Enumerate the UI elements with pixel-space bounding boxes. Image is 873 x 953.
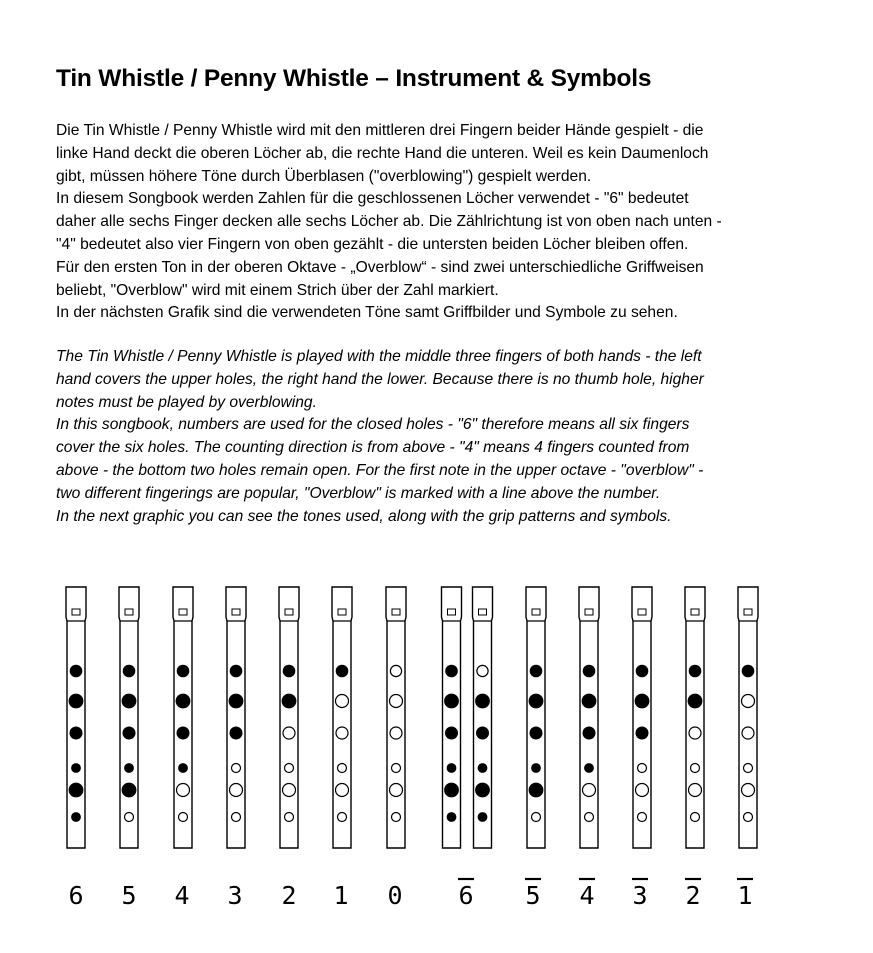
closed-hole	[475, 783, 490, 798]
whistle	[279, 587, 299, 848]
whistle-window	[691, 609, 699, 615]
english-description	[56, 346, 774, 528]
whistle-window	[532, 609, 540, 615]
text-line: In this songbook, numbers are used for the closed holes - "6" therefore means all six fingers	[56, 416, 690, 434]
text-line: The Tin Whistle / Penny Whistle is played with the middle three fingers of both hands - the left	[56, 348, 702, 365]
open-hole	[125, 813, 134, 822]
whistle-body	[685, 587, 705, 848]
whistle	[685, 587, 705, 848]
closed-hole	[475, 694, 490, 709]
open-hole	[392, 813, 401, 822]
whistle-body	[66, 587, 86, 848]
closed-hole	[282, 694, 297, 709]
open-hole	[230, 784, 243, 797]
closed-hole	[177, 665, 190, 678]
open-hole	[583, 784, 596, 797]
closed-hole	[444, 694, 459, 709]
closed-hole	[689, 665, 702, 678]
whistle	[526, 587, 546, 848]
open-hole	[638, 764, 647, 773]
open-hole	[390, 695, 403, 708]
whistle-body	[173, 587, 193, 848]
open-hole	[636, 784, 649, 797]
closed-hole	[445, 727, 458, 740]
whistle-body	[473, 587, 493, 848]
whistle-window	[125, 609, 133, 615]
open-hole	[177, 784, 190, 797]
closed-hole	[583, 727, 596, 740]
closed-hole	[124, 763, 134, 773]
text-line: above - the bottom two holes remain open. For the first note in the upper octave - "overblow" -	[56, 461, 704, 479]
closed-hole	[70, 727, 83, 740]
fingering-label: 5	[525, 881, 541, 910]
whistle-window	[338, 609, 346, 615]
closed-hole	[122, 783, 137, 798]
fingering-label: 5	[121, 881, 137, 910]
closed-hole	[176, 694, 191, 709]
open-hole	[283, 727, 295, 739]
fingering-diagram	[0, 570, 873, 930]
closed-hole	[69, 783, 84, 798]
whistle	[173, 587, 193, 848]
open-hole	[390, 665, 401, 676]
text-line: In the next graphic you can see the tones used, along with the grip patterns and symbols.	[56, 507, 672, 525]
open-hole	[638, 813, 647, 822]
open-hole	[285, 813, 294, 822]
whistle	[442, 587, 462, 848]
closed-hole	[530, 665, 543, 678]
closed-hole	[582, 694, 597, 709]
whistle	[226, 587, 246, 848]
whistle-body	[226, 587, 246, 848]
text-line: In der nächsten Grafik sind die verwendeten Töne samt Griffbilder und Symbole zu sehen.	[56, 304, 678, 322]
whistle	[386, 587, 406, 848]
closed-hole	[70, 665, 83, 678]
whistle-body	[119, 587, 139, 848]
closed-hole	[444, 783, 459, 798]
fingering-label: 6	[68, 881, 84, 910]
whistle	[738, 587, 758, 848]
open-hole	[477, 665, 488, 676]
closed-hole	[531, 763, 541, 773]
fingering-label: 2	[685, 881, 701, 910]
whistle-window	[72, 609, 80, 615]
closed-hole	[447, 763, 457, 773]
open-hole	[585, 813, 594, 822]
closed-hole	[688, 694, 703, 709]
closed-hole	[123, 727, 136, 740]
whistle	[66, 587, 86, 848]
closed-hole	[229, 694, 244, 709]
whistle-window	[638, 609, 646, 615]
text-line: gibt, müssen höhere Töne durch Überblasen ("overblowing") gespielt werden.	[56, 167, 592, 185]
text-line: Für den ersten Ton in der oberen Oktave - „Overblow“ - sind zwei unterschiedliche Griffweisen	[56, 258, 704, 276]
whistle	[632, 587, 652, 848]
fingering-chart	[0, 570, 873, 930]
closed-hole	[476, 727, 489, 740]
closed-hole	[177, 727, 190, 740]
whistle	[119, 587, 139, 848]
german-description	[56, 120, 774, 325]
fingering-label: 1	[333, 881, 349, 910]
whistle	[332, 587, 352, 848]
whistle-body	[332, 587, 352, 848]
text-line: daher alle sechs Finger decken alle sechs Löcher ab. Die Zählrichtung ist von oben nach unten -	[56, 213, 722, 231]
closed-hole	[584, 763, 594, 773]
open-hole	[532, 813, 541, 822]
open-hole	[689, 727, 701, 739]
text-line: linke Hand deckt die oberen Löcher ab, die rechte Hand die unteren. Weil es kein Daumenloch	[56, 144, 709, 162]
open-hole	[390, 784, 403, 797]
open-hole	[392, 764, 401, 773]
fingering-label: 4	[579, 881, 595, 910]
closed-hole	[122, 694, 137, 709]
open-hole	[179, 813, 188, 822]
open-hole	[338, 813, 347, 822]
text-line: In diesem Songbook werden Zahlen für die geschlossenen Löcher verwendet - "6" bedeutet	[56, 190, 689, 208]
open-hole	[744, 813, 753, 822]
whistle-window	[744, 609, 752, 615]
fingering-label: 6	[458, 881, 474, 910]
closed-hole	[445, 665, 458, 678]
closed-hole	[636, 727, 649, 740]
closed-hole	[69, 694, 84, 709]
fingering-label: 3	[632, 881, 648, 910]
open-hole	[744, 764, 753, 773]
whistle-body	[738, 587, 758, 848]
whistle-window	[232, 609, 240, 615]
open-hole	[691, 813, 700, 822]
whistle-body	[442, 587, 462, 848]
closed-hole	[530, 727, 543, 740]
whistle-window	[479, 609, 487, 615]
fingering-label: 4	[174, 881, 190, 910]
open-hole	[232, 764, 241, 773]
whistle-window	[285, 609, 293, 615]
closed-hole	[529, 694, 544, 709]
open-hole	[390, 727, 402, 739]
open-hole	[691, 764, 700, 773]
closed-hole	[583, 665, 596, 678]
closed-hole	[635, 694, 650, 709]
open-hole	[283, 784, 296, 797]
text-line: cover the six holes. The counting direction is from above - "4" means 4 fingers counted from	[56, 439, 690, 457]
closed-hole	[230, 727, 243, 740]
whistle-body	[279, 587, 299, 848]
text-line: two different fingerings are popular, "Overblow" is marked with a line above the number.	[56, 484, 661, 502]
whistle-body	[579, 587, 599, 848]
whistle-body	[526, 587, 546, 848]
whistle-body	[632, 587, 652, 848]
whistle-window	[392, 609, 400, 615]
closed-hole	[636, 665, 649, 678]
closed-hole	[478, 763, 488, 773]
closed-hole	[529, 783, 544, 798]
open-hole	[336, 784, 349, 797]
whistle	[473, 587, 493, 848]
page-title: Tin Whistle / Penny Whistle – Instrument & Symbols	[56, 65, 652, 92]
text-line: beliebt, "Overblow" wird mit einem Strich über der Zahl markiert.	[56, 281, 499, 299]
closed-hole	[230, 665, 243, 678]
closed-hole	[123, 665, 136, 678]
open-hole	[336, 727, 348, 739]
closed-hole	[447, 812, 457, 822]
open-hole	[742, 727, 754, 739]
fingering-label: 2	[281, 881, 297, 910]
text-line: "4" bedeutet also vier Fingern von oben gezählt - die untersten beiden Löcher bleiben offen.	[56, 235, 689, 253]
closed-hole	[742, 665, 755, 678]
closed-hole	[336, 665, 349, 678]
closed-hole	[71, 763, 81, 773]
open-hole	[285, 764, 294, 773]
closed-hole	[283, 665, 296, 678]
whistle-window	[448, 609, 456, 615]
open-hole	[742, 695, 755, 708]
open-hole	[336, 695, 349, 708]
open-hole	[689, 784, 702, 797]
whistle-body	[386, 587, 406, 848]
open-hole	[232, 813, 241, 822]
text-line: notes must be played by overblowing.	[56, 393, 317, 411]
whistle-window	[179, 609, 187, 615]
open-hole	[338, 764, 347, 773]
open-hole	[742, 784, 755, 797]
fingering-label: 0	[387, 881, 403, 910]
fingering-label: 3	[227, 881, 243, 910]
text-line: hand covers the upper holes, the right hand the lower. Because there is no thumb hole, higher	[56, 370, 704, 388]
text-line: Die Tin Whistle / Penny Whistle wird mit den mittleren drei Fingern beider Hände gespielt - die	[56, 122, 704, 139]
closed-hole	[71, 812, 81, 822]
closed-hole	[178, 763, 188, 773]
closed-hole	[478, 812, 488, 822]
whistle	[579, 587, 599, 848]
fingering-label: 1	[737, 881, 753, 910]
whistle-window	[585, 609, 593, 615]
